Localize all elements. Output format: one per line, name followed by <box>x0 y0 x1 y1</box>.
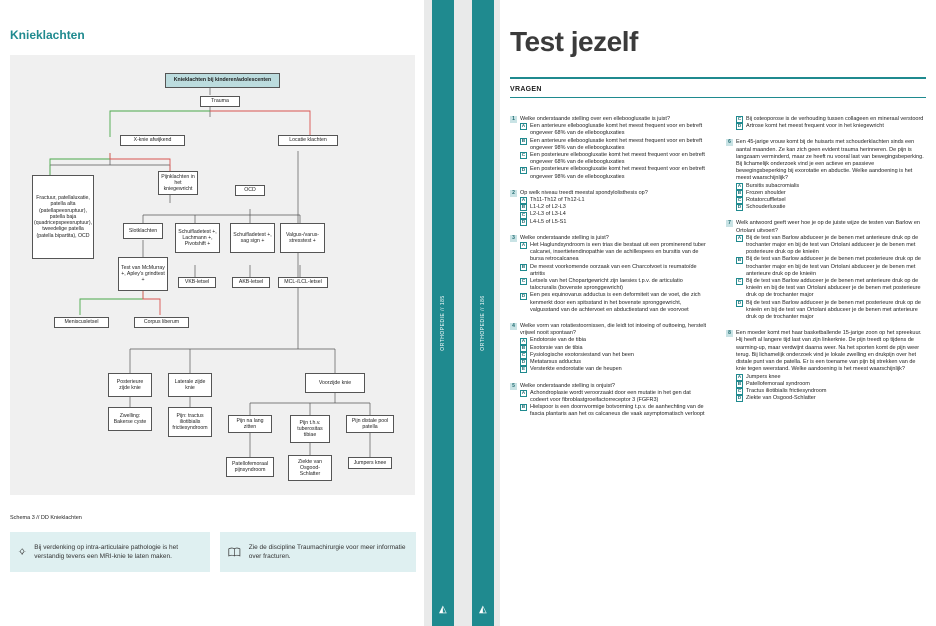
flow-box-patellofemoraal: Patellofemoraal pijnsyndroom <box>226 457 274 477</box>
answer-option <box>520 337 710 344</box>
option-text: Achondroplasie wordt veroorzaakt door een mutatie in het gen dat codeert voor fibroblastgroeifactorreceptor 3 (FGFR3) <box>530 389 691 403</box>
flow-box-laterale: Laterale zijde knie <box>168 373 212 397</box>
option-text: Frozen shoulder <box>746 189 786 196</box>
option-text: Bursitis subacromialis <box>746 182 800 189</box>
question <box>726 139 926 211</box>
answer-option <box>736 204 926 211</box>
flow-box-tuberositas: Pijn t.h.v. tuberositas tibiae <box>290 415 330 443</box>
option-text: Jumpers knee <box>746 373 781 380</box>
answer-option <box>520 264 710 278</box>
option-letter: C <box>737 389 742 395</box>
answer-option <box>736 300 926 322</box>
lightbulb-icon <box>18 545 26 559</box>
flow-box-ocd: OCD <box>235 185 265 196</box>
option-text: Rotatorcuffletsel <box>746 197 786 204</box>
option-letter: D <box>737 205 742 211</box>
option-text: Artrose komt het meest frequent voor in het kniegewricht <box>746 123 884 130</box>
left-page-strip <box>432 0 454 626</box>
answer-option <box>736 374 926 381</box>
publisher-logo-icon: ◭ <box>479 604 487 615</box>
option-text: Een posterieure elleboogluxatie komt het meest frequent voor en betreft ongeveer 68% van de elleboogluxaties <box>530 152 705 166</box>
question-stem <box>510 116 710 123</box>
option-letter: B <box>737 191 742 197</box>
option-letter: B <box>521 205 526 211</box>
answer-option <box>520 152 710 166</box>
question-stem <box>726 330 926 373</box>
flow-box-fractuur: Fractuur, patellaluxatie, patella alta (patellapeesruptuur), patella baja (quadricepspeesruptuur), tweedelige patella (patella bipartita), OCD <box>32 175 94 259</box>
answer-option <box>520 292 710 314</box>
option-letter: D <box>737 300 742 306</box>
left-strip-label: ORTHOPEDIE // 185 <box>440 295 446 351</box>
question <box>726 330 926 402</box>
flow-box-akb: AKB-letsel <box>232 277 270 288</box>
flow-box-pijnklachten: Pijnklachten in het kniegewricht <box>158 171 198 195</box>
right-page-strip <box>472 0 494 626</box>
question-stem <box>726 139 926 182</box>
question-number: 3 <box>510 235 517 242</box>
flow-box-distale-pool: Pijn distale pool patella <box>346 415 394 433</box>
title-rule <box>510 77 926 79</box>
flow-box-valgus-varus: Valgus-/varus-stresstest + <box>280 223 325 253</box>
answer-option <box>520 219 710 226</box>
question-text: Een 45-jarige vrouw komt bij de huisarts met schouderklachten sinds een aantal maanden. Ze kan zich geen evident trauma herinneren. De pijn is langzaam verminderd, maar ze heeft nu vooral last van bewegingsbeperking. Bij lichamelijk onderzoek vind je een actieve en passieve bewegingsbeperking bij exorotatie en abductie. Welke aandoening is het meest waarschijnlijk? <box>736 139 924 182</box>
answer-option <box>736 388 926 395</box>
flow-box-vkb: VKB-letsel <box>178 277 216 288</box>
answer-option <box>520 197 710 204</box>
question-stem <box>726 220 926 234</box>
option-letter: A <box>521 124 526 130</box>
right-strip-label: ORTHOPEDIE // 186 <box>480 295 486 351</box>
question <box>510 116 710 181</box>
option-letter: A <box>737 183 742 189</box>
answer-option <box>520 366 710 373</box>
option-letter: A <box>737 374 742 380</box>
option-text: Endotorsie van de tibia <box>530 337 586 344</box>
questions-column-2 <box>726 116 926 411</box>
option-text: Bij de test van Barlow adduceer je de benen met posterieure druk op de knieën en bij de test van Ortolani abduceer je de benen met anterieure druk op de trochanter major <box>746 299 921 321</box>
option-letter: A <box>737 236 742 242</box>
answer-option <box>520 211 710 218</box>
question-number: 7 <box>726 220 733 227</box>
answer-option <box>736 395 926 402</box>
flow-box-posterieure: Posterieure zijde knie <box>108 373 152 397</box>
option-text: Metatarsus adductus <box>530 359 582 366</box>
question-stem <box>510 235 710 242</box>
option-text: Tractus iliotibialis frictiesyndroom <box>746 387 827 394</box>
question-text: Welke vorm van rotatiestoornissen, die leidt tot intoeing of outtoeing, herstelt vrijwel nooit spontaan? <box>520 323 707 337</box>
section-rule <box>510 97 926 98</box>
flow-box-mcl-lcl: MCL-/LCL-letsel <box>278 277 328 288</box>
answer-option <box>520 352 710 359</box>
answer-option <box>520 278 710 292</box>
page-title: Test jezelf <box>510 26 638 57</box>
answer-option <box>520 359 710 366</box>
option-text: Bij de test van Barlow abduceer je de benen met anterieure druk op de trochanter major en bij de test van Ortolani adduceer je de benen met posterieure druk op de knieën <box>746 234 919 256</box>
flow-box-root: Knieklachten bij kinderen/adolescenten <box>165 73 280 88</box>
question-number: 4 <box>510 323 517 330</box>
option-text: Hielspoor is een doornvormige botvorming t.p.v. de aanhechting van de fascia plantaris aan het os calcaneus die vaak asymptomatisch verloopt <box>530 404 705 418</box>
section-heading: VRAGEN <box>510 86 542 93</box>
answer-option <box>520 138 710 152</box>
question-text: Welke onderstaande stelling is onjuist? <box>520 382 615 389</box>
flow-box-meniscus: Meniscusletsel <box>54 317 109 328</box>
option-letter: B <box>521 345 526 351</box>
option-letter: C <box>521 279 526 285</box>
option-text: Een pes equinovarus adductus is een deformiteit van de voet, die zich kenmerkt door een spitsstand in het bovenste spronggewricht, valgusstand van de achtervoet en abductiestand van de voorvoet <box>530 292 701 313</box>
option-text: Een posterieure elleboogluxatie komt het meest frequent voor en betreft ongeveer 98% van de elleboogluxaties <box>530 166 705 180</box>
option-letter: D <box>521 293 526 299</box>
option-text: Letsels van het Chopartgewricht zijn laesies t.p.v. de articulatio talocruralis (bovenste spronggewricht) <box>530 278 683 292</box>
answer-option <box>736 123 926 130</box>
option-text: Het Haglundsyndroom is een trias die bestaat uit een prominerend tuber calcanei, insertietendinopathie van de achillespees en bursitis van de bursa retrocalcanea <box>530 242 706 263</box>
option-letter: C <box>521 353 526 359</box>
option-letter: C <box>521 153 526 159</box>
question-text: Een moeder komt met haar basketballende 15-jarige zoon op het spreekuur. Hij heeft al langere tijd last van zijn linkerknie. De pijn treedt op tijdens de warming-up, maar verdwijnt daarna weer. Na het sporten komt de pijn weer terug. Bij lichamelijk onderzoek vind je lokale zwelling en drukpijn over het distale punt van de patella. Er is een toename van pijn bij strekken van de knie tegen weerstand. Welke aandoening is het meest waarschijnlijk? <box>736 330 922 373</box>
option-letter: A <box>521 243 526 249</box>
option-letter: B <box>737 381 742 387</box>
answer-option <box>736 116 926 123</box>
answer-option <box>736 183 926 190</box>
question-text: Welke onderstaande stelling over een elleboogluxatie is juist? <box>520 116 671 122</box>
flow-box-voorzijde: Voorzijde knie <box>305 373 365 393</box>
option-letter: B <box>521 405 526 411</box>
question-number: 6 <box>726 139 733 146</box>
flow-box-osgood: Ziekte van Osgood-Schlatter <box>288 455 332 481</box>
answer-option <box>736 235 926 257</box>
option-text: Bij de test van Barlow adduceer je de benen met posterieure druk op de trochanter major en bij de test van Ortolani abduceer je de benen met anterieure druk op de knieën <box>746 256 921 277</box>
option-text: De meest voorkomende oorzaak van een Charcotvoet is reumatoïde artritis <box>530 263 697 277</box>
option-letter: D <box>737 396 742 402</box>
option-text: Schouderluxatie <box>746 204 786 211</box>
flowchart-knieklachten <box>10 55 415 495</box>
tip-note <box>10 532 210 572</box>
option-text: Fysiologische exotorsiestand van het been <box>530 351 634 358</box>
flow-box-lang-zitten: Pijn na lang zitten <box>228 415 272 433</box>
answer-option <box>520 204 710 211</box>
option-letter: A <box>521 338 526 344</box>
option-letter: D <box>737 124 742 130</box>
option-text: Patellofemoraal syndroom <box>746 380 810 387</box>
option-text: Een anterieure elleboogluxatie komt het meest frequent voor en betreft ongeveer 98% van de elleboogluxaties <box>530 137 703 151</box>
questions-column-1 <box>510 116 710 428</box>
flow-box-trauma: Trauma <box>200 96 240 107</box>
question <box>510 190 710 226</box>
option-text: Bij osteoporose is de verhouding tussen collageen en mineraal verstoord <box>746 116 924 122</box>
reference-note <box>220 532 416 572</box>
figure-caption: Schema 3 // DD Knieklachten <box>10 515 82 521</box>
flow-box-xknie: X-knie afwijkend <box>120 135 185 146</box>
answer-option <box>520 123 710 137</box>
question-stem <box>510 190 710 197</box>
option-letter: C <box>521 212 526 218</box>
publisher-logo-icon: ◭ <box>439 604 447 615</box>
question-text: Welk antwoord geeft weer hoe je op de juiste wijze de testen van Barlow en Ortolani uitvoert? <box>736 220 920 234</box>
flow-box-mcmurray: Test van McMurray +, Apley's grindtest + <box>118 257 168 291</box>
option-letter: D <box>521 167 526 173</box>
flow-box-slotklachten: Slotklachten <box>123 223 163 239</box>
option-text: Exotorsie van de tibia <box>530 344 583 351</box>
option-letter: A <box>521 198 526 204</box>
option-letter: C <box>737 117 742 123</box>
answer-option <box>736 197 926 204</box>
flow-box-corpus-liberum: Corpus liberum <box>134 317 189 328</box>
option-letter: D <box>521 219 526 225</box>
question-stem <box>510 383 710 390</box>
question-text: Welke onderstaande stelling is juist? <box>520 234 609 241</box>
option-letter: C <box>737 279 742 285</box>
option-letter: C <box>737 198 742 204</box>
question-number: 5 <box>510 383 517 390</box>
answer-option <box>736 256 926 278</box>
option-letter: B <box>737 257 742 263</box>
question-number: 8 <box>726 330 733 337</box>
option-text: L4-L5 of L5-S1 <box>530 218 567 225</box>
answer-option <box>736 381 926 388</box>
question-number: 2 <box>510 190 517 197</box>
option-letter: B <box>521 138 526 144</box>
question <box>510 383 710 419</box>
question-text: Op welk niveau treedt meestal spondylolisthesis op? <box>520 189 648 196</box>
page-title: Knieklachten <box>10 28 85 42</box>
book-icon <box>228 546 241 558</box>
question <box>510 323 710 373</box>
question-stem <box>510 323 710 337</box>
option-text: Een anterieure elleboogluxatie komt het meest frequent voor en betreft ongeveer 68% van de elleboogluxaties <box>530 123 703 137</box>
option-text: L1-L2 of L2-L3 <box>530 204 566 211</box>
option-letter: D <box>521 360 526 366</box>
option-letter: B <box>521 264 526 270</box>
right-page <box>500 0 936 626</box>
flow-box-schuiflade-lachmann: Schuifladetest +, Lachmann +, Pivotshift + <box>175 223 220 253</box>
answer-option <box>736 190 926 197</box>
answer-option <box>520 166 710 180</box>
question <box>510 235 710 314</box>
option-text: Versterkte endorotatie van de heupen <box>530 366 622 373</box>
option-letter: E <box>521 367 526 373</box>
option-letter: A <box>521 390 526 396</box>
flow-box-locatie: Locatie klachten <box>278 135 338 146</box>
question <box>726 116 926 130</box>
flow-box-schuiflade-sag: Schuifladetest +, sag sign + <box>230 223 275 253</box>
answer-option <box>520 404 710 418</box>
flow-box-tractus: Pijn: tractus iliotibialis frictiesyndroom <box>168 407 212 437</box>
question <box>726 220 926 321</box>
answer-option <box>736 278 926 300</box>
flow-box-bakerse-cyste: Zwelling: Bakerse cyste <box>108 407 152 431</box>
question-number: 1 <box>510 116 517 123</box>
option-text: Bij de test van Barlow adduceer je de benen met anterieure druk op de knieën en bij de test van Ortolani abduceer je de benen met posterieure druk op de trochanter major <box>746 278 921 299</box>
tip-text: Bij verdenking op intra-articulaire pathologie is het verstandig tevens een MRI-knie te laten maken. <box>34 544 179 560</box>
reference-text: Zie de discipline Traumachirurgie voor meer informatie over fracturen. <box>248 544 406 560</box>
option-text: Th11-Th12 of Th12-L1 <box>530 197 585 204</box>
answer-option <box>520 390 710 404</box>
option-text: Ziekte van Osgood-Schlatter <box>746 395 816 402</box>
answer-option <box>520 242 710 264</box>
flow-box-jumpers: Jumpers knee <box>348 457 392 469</box>
left-page <box>0 0 424 626</box>
answer-option <box>520 345 710 352</box>
option-text: L2-L3 of L3-L4 <box>530 211 566 218</box>
